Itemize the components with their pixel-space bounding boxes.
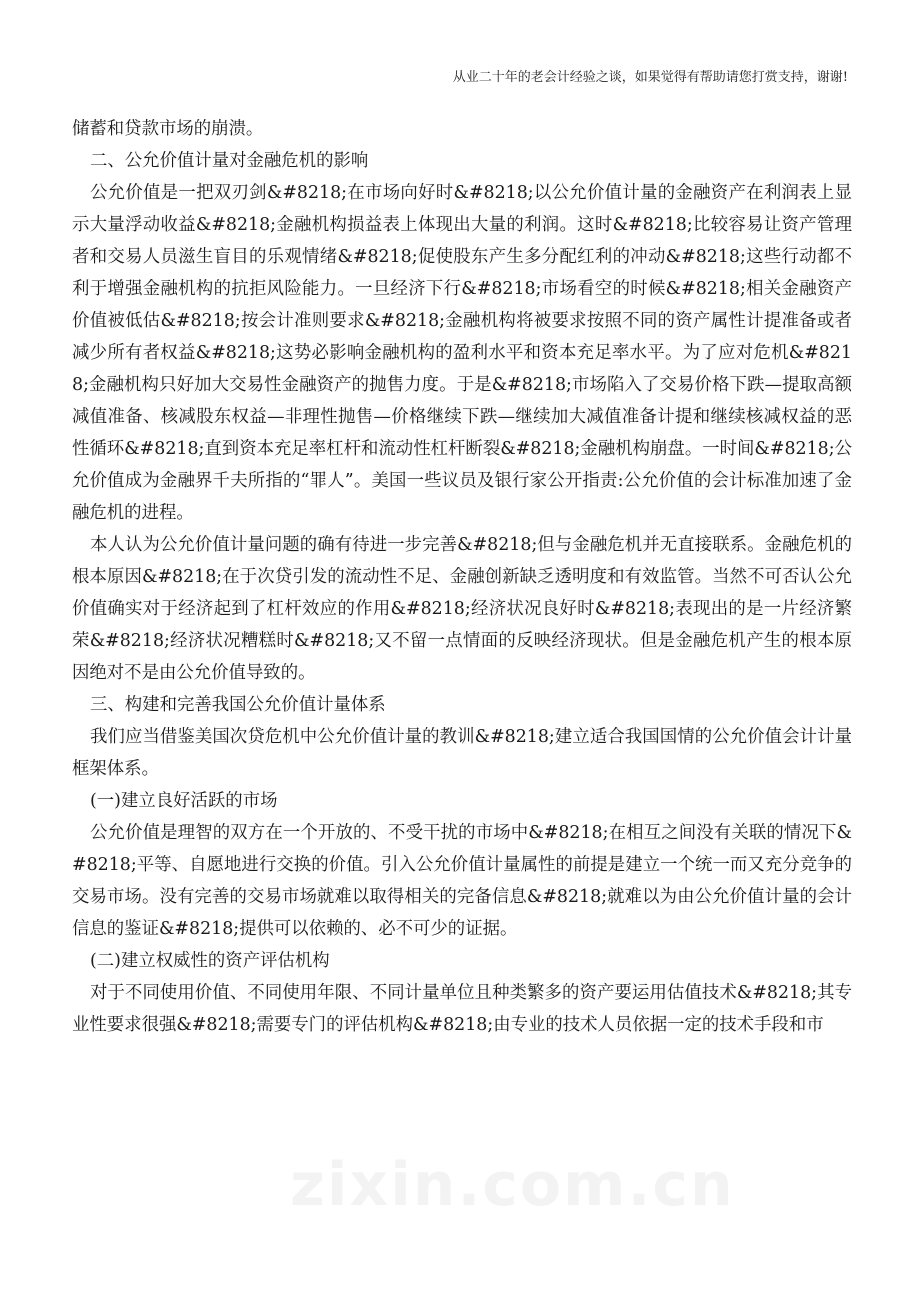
paragraph: 储蓄和贷款市场的崩溃。 — [72, 119, 264, 139]
subsection-heading: (一)建立良好活跃的市场 — [90, 791, 278, 811]
subsection-heading: (二)建立权威性的资产评估机构 — [90, 951, 330, 971]
paragraph: 我们应当借鉴美国次贷危机中公允价值计量的教训&#8218;建立适合我国国情的公允价值会计计量框架体系。 — [72, 727, 852, 779]
watermark: zixin.com.cn — [290, 1150, 735, 1220]
section-heading: 二、公允价值计量对金融危机的影响 — [90, 151, 369, 171]
header-note: 从业二十年的老会计经验之谈，如果觉得有帮助请您打赏支持，谢谢! — [452, 70, 848, 85]
section-heading: 三、构建和完善我国公允价值计量体系 — [90, 695, 386, 715]
document-body — [72, 113, 852, 1041]
paragraph: 对于不同使用价值、不同使用年限、不同计量单位且种类繁多的资产要运用估值技术&#8218;其专业性要求很强&#8218;需要专门的评估机构&#8218;由专业的技术人员依据一定的技术手段和市 — [72, 983, 852, 1035]
paragraph: 公允价值是一把双刃剑&#8218;在市场向好时&#8218;以公允价值计量的金融资产在利润表上显示大量浮动收益&#8218;金融机构损益表上体现出大量的利润。这时&#8218;比较容易让资产管理者和交易人员滋生盲目的乐观情绪&#8218;促使股东产生多分配红利的冲动&#8218;这些行动都不利于增强金融机构的抗拒风险能力。一旦经济下行&#8218;市场看空的时候&#8218;相关金融资产价值被低估&#8218;按会计准则要求&#8218;金融机构将被要求按照不同的资产属性计提准备或者减少所有者权益&#8218;这势必影响金融机构的盈利水平和资本充足率水平。为了应对危机&#8218;金融机构只好加大交易性金融资产的抛售力度。于是&#8218;市场陷入了交易价格下跌—提取高额减值准备、核减股东权益—非理性抛售—价格继续下跌—继续加大减值准备计提和继续核减权益的恶性循环&#8218;直到资本充足率杠杆和流动性杠杆断裂&#8218;金融机构崩盘。一时间&#8218;公允价值成为金融界千夫所指的“罪人”。美国一些议员及银行家公开指责:公允价值的会计标准加速了金融危机的进程。 — [72, 183, 852, 523]
paragraph: 本人认为公允价值计量问题的确有待进一步完善&#8218;但与金融危机并无直接联系。金融危机的根本原因&#8218;在于次贷引发的流动性不足、金融创新缺乏透明度和有效监管。当然不可否认公允价值确实对于经济起到了杠杆效应的作用&#8218;经济状况良好时&#8218;表现出的是一片经济繁荣&#8218;经济状况糟糕时&#8218;又不留一点情面的反映经济现状。但是金融危机产生的根本原因绝对不是由公允价值导致的。 — [72, 535, 852, 683]
paragraph: 公允价值是理智的双方在一个开放的、不受干扰的市场中&#8218;在相互之间没有关联的情况下&#8218;平等、自愿地进行交换的价值。引入公允价值计量属性的前提是建立一个统一而又充分竞争的交易市场。没有完善的交易市场就难以取得相关的完备信息&#8218;就难以为由公允价值计量的会计信息的鉴证&#8218;提供可以依赖的、必不可少的证据。 — [72, 823, 852, 939]
